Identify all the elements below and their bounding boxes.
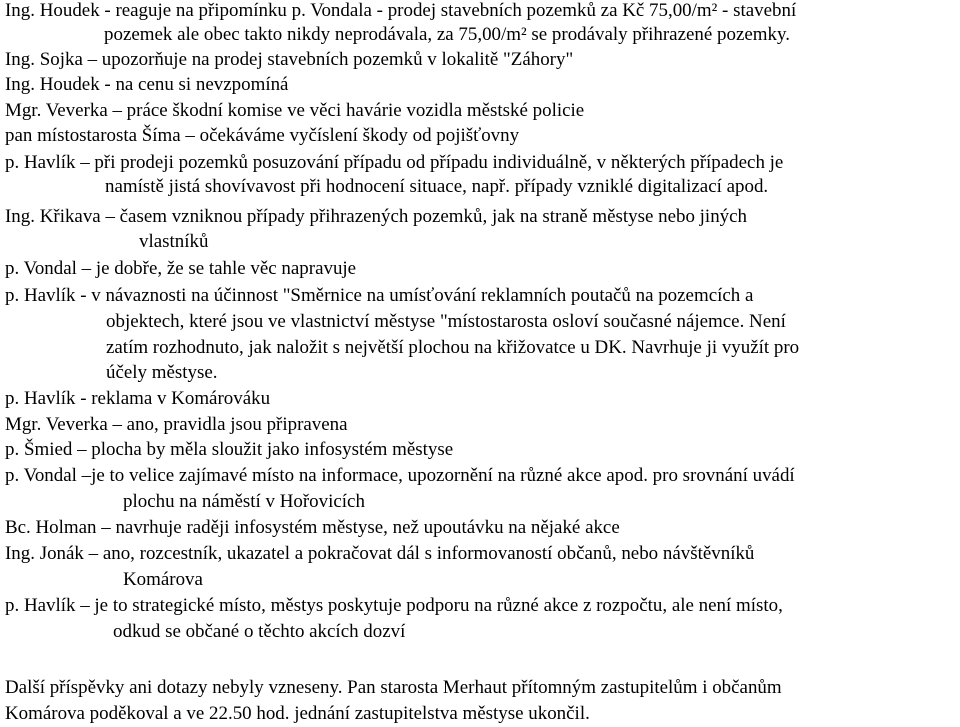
text-line: pozemek ale obec takto nikdy neprodávala, za 75,00/m² se prodávaly přihrazené pozemky.	[104, 24, 790, 45]
text-line: objektech, které jsou ve vlastnictví městyse "místostarosta osloví současné nájemce. Není	[106, 311, 786, 332]
text-line: odkud se občané o těchto akcích dozví	[113, 621, 406, 642]
text-line: Mgr. Veverka – práce škodní komise ve věci havárie vozidla městské policie	[5, 100, 585, 121]
text-line: vlastníků	[139, 231, 209, 252]
text-line: plochu na náměstí v Hořovicích	[123, 491, 365, 512]
text-line: p. Havlík – při prodeji pozemků posuzování případu od případu individuálně, v některých případech je	[5, 152, 784, 173]
text-line: zatím rozhodnuto, jak naložit s největší plochou na křižovatce u DK. Navrhuje ji využít pro	[106, 337, 800, 358]
text-line: Další příspěvky ani dotazy nebyly vzneseny. Pan starosta Merhaut přítomným zastupitelům i občanům	[5, 677, 782, 698]
text-line: Mgr. Veverka – ano, pravidla jsou připravena	[5, 414, 348, 435]
text-line: p. Vondal – je dobře, že se tahle věc napravuje	[5, 258, 357, 279]
text-line: Ing. Houdek - reaguje na připomínku p. Vondala - prodej stavebních pozemků za Kč 75,00/m² - stavební	[5, 0, 797, 21]
text-line: Komárova poděkoval a ve 22.50 hod. jednání zastupitelstva městyse ukončil.	[5, 703, 590, 724]
text-line: p. Vondal –je to velice zajímavé místo na informace, upozornění na různé akce apod. pro srovnání uvádí	[5, 465, 795, 486]
text-line: p. Havlík - reklama v Komárováku	[5, 388, 271, 409]
text-line: Ing. Sojka – upozorňuje na prodej stavebních pozemků v lokalitě "Záhory"	[5, 49, 574, 70]
text-line: Ing. Houdek - na cenu si nevzpomíná	[5, 74, 289, 95]
text-line: Komárova	[123, 569, 203, 590]
text-line: Ing. Křikava – časem vzniknou případy přihrazených pozemků, jak na straně městyse nebo jiných	[5, 206, 748, 227]
text-line: p. Havlík – je to strategické místo, městys poskytuje podporu na různé akce z rozpočtu, ale není místo,	[5, 595, 783, 616]
text-line: pan místostarosta Šíma – očekáváme vyčíslení škody od pojišťovny	[5, 125, 520, 146]
text-line: účely městyse.	[106, 362, 218, 383]
text-line: p. Šmied – plocha by měla sloužit jako infosystém městyse	[5, 439, 454, 460]
text-line: p. Havlík - v návaznosti na účinnost "Směrnice na umísťování reklamních poutačů na pozemcích a	[5, 285, 754, 306]
text-line: Ing. Jonák – ano, rozcestník, ukazatel a pokračovat dál s informovaností občanů, nebo návštěvníků	[5, 543, 755, 564]
text-line: Bc. Holman – navrhuje raději infosystém městyse, než upoutávku na nějaké akce	[5, 517, 620, 538]
text-line: namístě jistá shovívavost při hodnocení situace, např. případy vzniklé digitalizací apod.	[105, 176, 769, 197]
